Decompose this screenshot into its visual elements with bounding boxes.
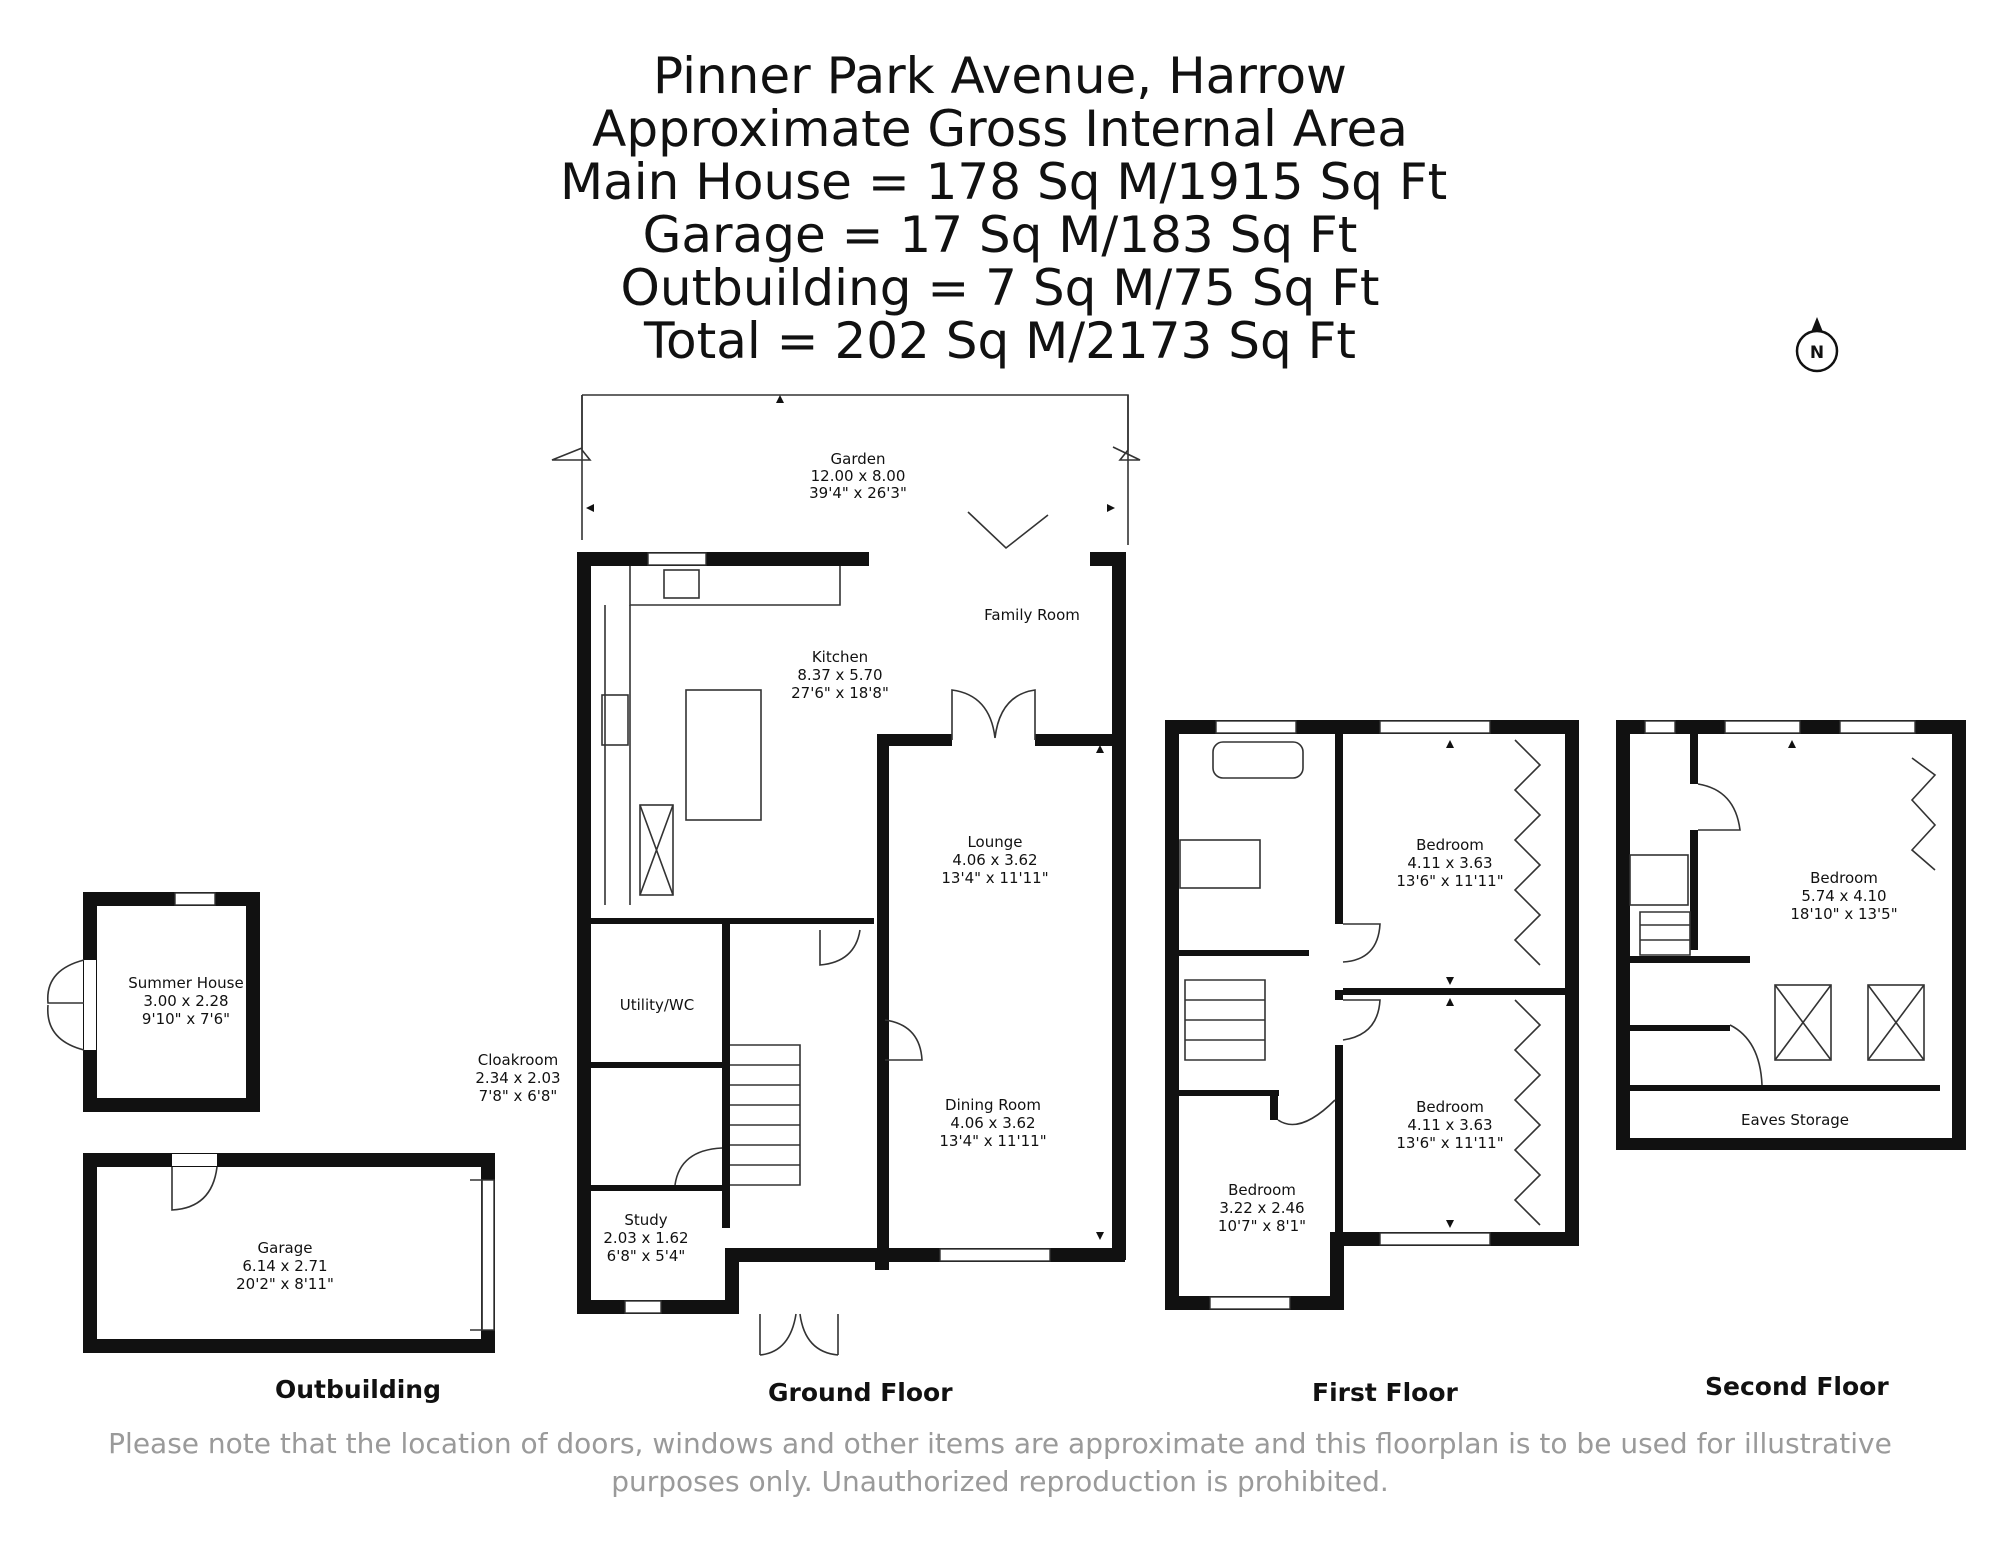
floor-label-second: Second Floor bbox=[1705, 1372, 1889, 1401]
bedroom-sf-label: Bedroom bbox=[1810, 869, 1878, 887]
lounge-label: Lounge bbox=[967, 833, 1023, 851]
garden-imperial: 39'4" x 26'3" bbox=[809, 484, 907, 502]
disclaimer-note: Please note that the location of doors, windows and other items are approximate and this floorplan is to be used for illustrative purposes only. Unauthorized reproduction is prohibited. bbox=[108, 1427, 1892, 1498]
bedroom-ff-3-label: Bedroom bbox=[1228, 1181, 1296, 1199]
bedroom-ff-2-metric: 4.11 x 3.63 bbox=[1407, 1116, 1493, 1134]
kitchen-metric: 8.37 x 5.70 bbox=[797, 666, 883, 684]
dining-room-label: Dining Room bbox=[945, 1096, 1041, 1114]
summer-house-label: Summer House bbox=[128, 974, 244, 992]
bedroom-ff-3-imperial: 10'7" x 8'1" bbox=[1217, 1217, 1307, 1235]
bedroom-sf-metric: 5.74 x 4.10 bbox=[1801, 887, 1887, 905]
compass-icon bbox=[1797, 317, 1837, 371]
cloakroom-label: Cloakroom bbox=[477, 1051, 559, 1069]
eaves-storage-label: Eaves Storage bbox=[1740, 1111, 1850, 1129]
cloakroom-metric: 2.34 x 2.03 bbox=[475, 1069, 561, 1087]
summer-house-metric: 3.00 x 2.28 bbox=[143, 992, 229, 1010]
study-imperial: 6'8" x 5'4" bbox=[606, 1247, 686, 1265]
study-metric: 2.03 x 1.62 bbox=[603, 1229, 689, 1247]
bedroom-ff-1-label: Bedroom bbox=[1416, 836, 1484, 854]
study-label: Study bbox=[624, 1211, 668, 1229]
garage-metric: 6.14 x 2.71 bbox=[242, 1257, 328, 1275]
garden-label: Garden bbox=[830, 450, 886, 468]
lounge-imperial: 13'4" x 11'11" bbox=[941, 869, 1049, 887]
family-room-label: Family Room bbox=[984, 606, 1080, 624]
kitchen-imperial: 27'6" x 18'8" bbox=[791, 684, 889, 702]
bedroom-ff-3-metric: 3.22 x 2.46 bbox=[1219, 1199, 1305, 1217]
bedroom-ff-1-imperial: 13'6" x 11'11" bbox=[1396, 872, 1504, 890]
cloakroom-imperial: 7'8" x 6'8" bbox=[478, 1087, 558, 1105]
outbuilding-plan bbox=[48, 892, 495, 1353]
bedroom-ff-1-metric: 4.11 x 3.63 bbox=[1407, 854, 1493, 872]
area-subtitle: Approximate Gross Internal Area bbox=[592, 100, 1408, 158]
garage-area: Garage = 17 Sq M/183 Sq Ft bbox=[642, 206, 1358, 264]
dining-room-metric: 4.06 x 3.62 bbox=[950, 1114, 1036, 1132]
address-title: Pinner Park Avenue, Harrow bbox=[653, 47, 1347, 105]
dining-room-imperial: 13'4" x 11'11" bbox=[939, 1132, 1047, 1150]
garage-label: Garage bbox=[257, 1239, 313, 1257]
floor-label-first: First Floor bbox=[1312, 1378, 1458, 1407]
bedroom-ff-2-label: Bedroom bbox=[1416, 1098, 1484, 1116]
lounge-metric: 4.06 x 3.62 bbox=[952, 851, 1038, 869]
outbuilding-area: Outbuilding = 7 Sq M/75 Sq Ft bbox=[620, 259, 1380, 317]
garage-imperial: 20'2" x 8'11" bbox=[236, 1275, 334, 1293]
first-floor-plan bbox=[1165, 720, 1579, 1310]
garden-metric: 12.00 x 8.00 bbox=[810, 467, 906, 485]
bedroom-ff-2-imperial: 13'6" x 11'11" bbox=[1396, 1134, 1504, 1152]
compass-north-label: N bbox=[1809, 343, 1825, 363]
kitchen-label: Kitchen bbox=[811, 648, 869, 666]
floor-label-outbuilding: Outbuilding bbox=[275, 1375, 441, 1404]
main-house-area: Main House = 178 Sq M/1915 Sq Ft bbox=[560, 153, 1448, 211]
bedroom-sf-imperial: 18'10" x 13'5" bbox=[1790, 905, 1898, 923]
summer-house-imperial: 9'10" x 7'6" bbox=[141, 1010, 231, 1028]
floor-label-ground: Ground Floor bbox=[768, 1378, 953, 1407]
second-floor-plan bbox=[1616, 720, 1966, 1150]
ground-floor-plan bbox=[475, 395, 1140, 1355]
total-area: Total = 202 Sq M/2173 Sq Ft bbox=[643, 312, 1356, 370]
utility-label: Utility/WC bbox=[619, 996, 695, 1014]
